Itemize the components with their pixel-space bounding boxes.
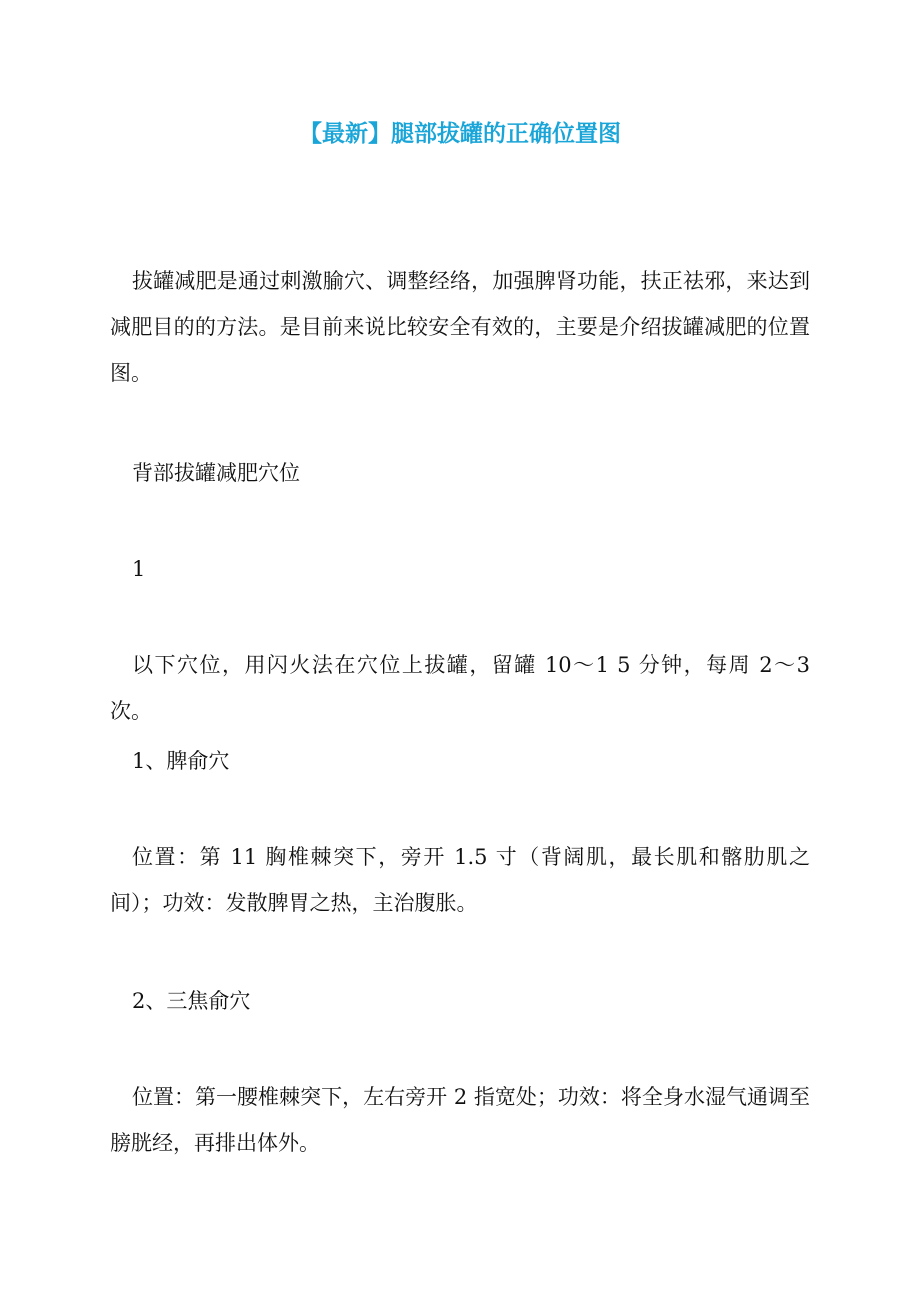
acupoint-heading-sanjiaoshu: 2、三焦俞穴 (132, 989, 251, 1013)
page-title: 【最新】腿部拔罐的正确位置图 (299, 121, 621, 147)
method-paragraph: 以下穴位，用闪火法在穴位上拔罐，留罐 10～1 5 分钟，每周 2～3 次。 (110, 653, 810, 723)
acupoint-description-sanjiaoshu: 位置：第一腰椎棘突下，左右旁开 2 指宽处；功效：将全身水湿气通调至膀胱经，再排出体外。 (110, 1085, 810, 1155)
acupoint-description-pishu: 位置：第 11 胸椎棘突下，旁开 1.5 寸（背阔肌，最长肌和髂肋肌之间）；功效：发散脾胃之热，主治腹胀。 (110, 845, 810, 915)
acupoint-heading-pishu: 1、脾俞穴 (132, 749, 230, 773)
intro-paragraph: 拔罐减肥是通过刺激腧穴、调整经络，加强脾肾功能，扶正祛邪，来达到减肥目的的方法。是目前来说比较安全有效的，主要是介绍拔罐减肥的位置图。 (110, 269, 810, 385)
section-heading-back-acupoints: 背部拔罐减肥穴位 (132, 461, 300, 485)
section-number: 1 (132, 557, 146, 581)
